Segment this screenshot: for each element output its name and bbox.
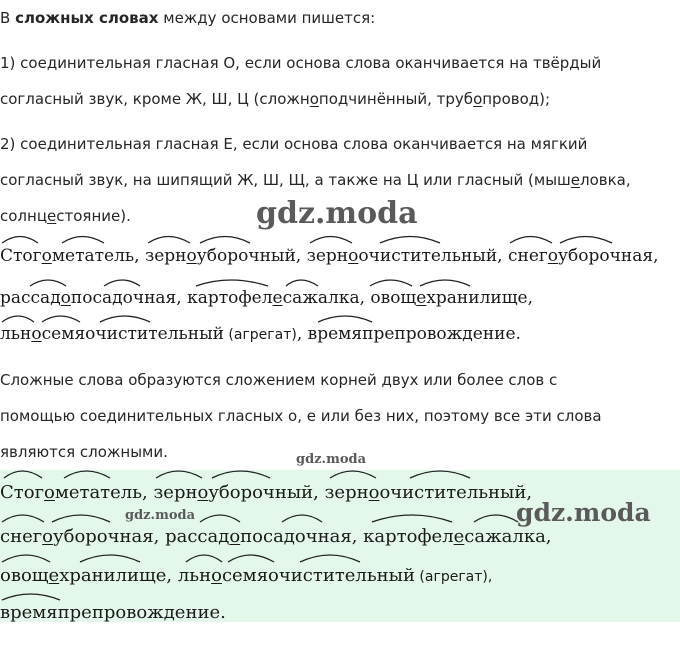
underlined-vowel: о <box>211 565 222 586</box>
underlined-vowel: о <box>31 324 42 344</box>
example2-line4: времяпрепровождение. <box>0 602 226 623</box>
rule1-text: подчинённый, труб <box>318 90 474 108</box>
underlined-vowel: о <box>42 526 54 547</box>
underlined-vowel: о <box>309 90 319 108</box>
underlined-vowel: о <box>197 482 209 503</box>
example2-line3: овощехранилище, льносемяочистительный (агрегат), <box>0 565 493 586</box>
rule1-text: согласный звук, кроме Ж, Ш, Ц (сложн <box>0 90 310 108</box>
example1-line3: льносемяочистительный (агрегат), времяпрепровождение. <box>0 324 521 344</box>
underlined-vowel: о <box>60 288 71 308</box>
underlined-vowel: о <box>348 246 359 266</box>
watermark-large: gdz.moda <box>256 196 418 231</box>
watermark-small: gdz.moda <box>125 508 196 523</box>
underlined-vowel: е <box>453 526 465 547</box>
intro-bold: сложных словах <box>15 9 159 27</box>
underlined-vowel: е <box>570 171 581 189</box>
rule2-text: согласный звук, на шипящий Ж, Ш, Щ, а также на Ц или гласный (мыш <box>0 171 571 189</box>
watermark-medium: gdz.moda <box>516 498 651 527</box>
watermark-small: gdz.moda <box>296 452 367 467</box>
explanation-line3: являются сложными. <box>0 443 168 461</box>
underlined-vowel: о <box>473 90 483 108</box>
underlined-vowel: о <box>41 246 52 266</box>
underlined-vowel: е <box>272 288 283 308</box>
rule2-line1: 2) соединительная гласная Е, если основа слова оканчивается на мягкий <box>0 135 588 153</box>
underlined-vowel: е <box>48 565 60 586</box>
explanation-line2: помощью соединительных гласных о, е или без них, поэтому все эти слова <box>0 407 602 425</box>
example1-line1: Стогометатель, зерноуборочный, зерноочистительный, снегоуборочная, <box>0 246 659 266</box>
intro-text: В <box>0 9 16 27</box>
explanation-line1: Сложные слова образуются сложением корней двух или более слов с <box>0 371 558 389</box>
rule2-text: солнц <box>0 207 48 225</box>
underlined-vowel: е <box>47 207 57 225</box>
example2-line2: снегоуборочная, рассадопосадочная, картофелесажалка, <box>0 526 552 547</box>
rule2-text: ловка, <box>580 171 631 189</box>
underlined-vowel: е <box>416 288 427 308</box>
underlined-vowel: о <box>368 482 380 503</box>
rule2-line3 <box>0 207 131 225</box>
underlined-vowel: о <box>229 526 241 547</box>
underlined-vowel: о <box>186 246 197 266</box>
intro-text-end: между основами пишется: <box>158 9 376 27</box>
underlined-vowel: о <box>547 246 559 266</box>
intro-line <box>0 9 375 27</box>
annotation: (агрегат), <box>414 569 493 585</box>
rule2-text: стояние). <box>56 207 131 225</box>
rule1-line1: 1) соединительная гласная О, если основа слова оканчивается на твёрдый <box>0 54 602 72</box>
example1-line2: рассадопосадочная, картофелесажалка, овощехранилище, <box>0 288 533 308</box>
rule1-text: провод); <box>482 90 551 108</box>
underlined-vowel: о <box>44 482 55 503</box>
annotation: (агрегат) <box>223 327 297 343</box>
rule1-line2 <box>0 90 550 108</box>
example2-line1: Стогометатель, зерноуборочный, зерноочистительный, <box>0 482 533 503</box>
rule2-line2 <box>0 171 631 189</box>
